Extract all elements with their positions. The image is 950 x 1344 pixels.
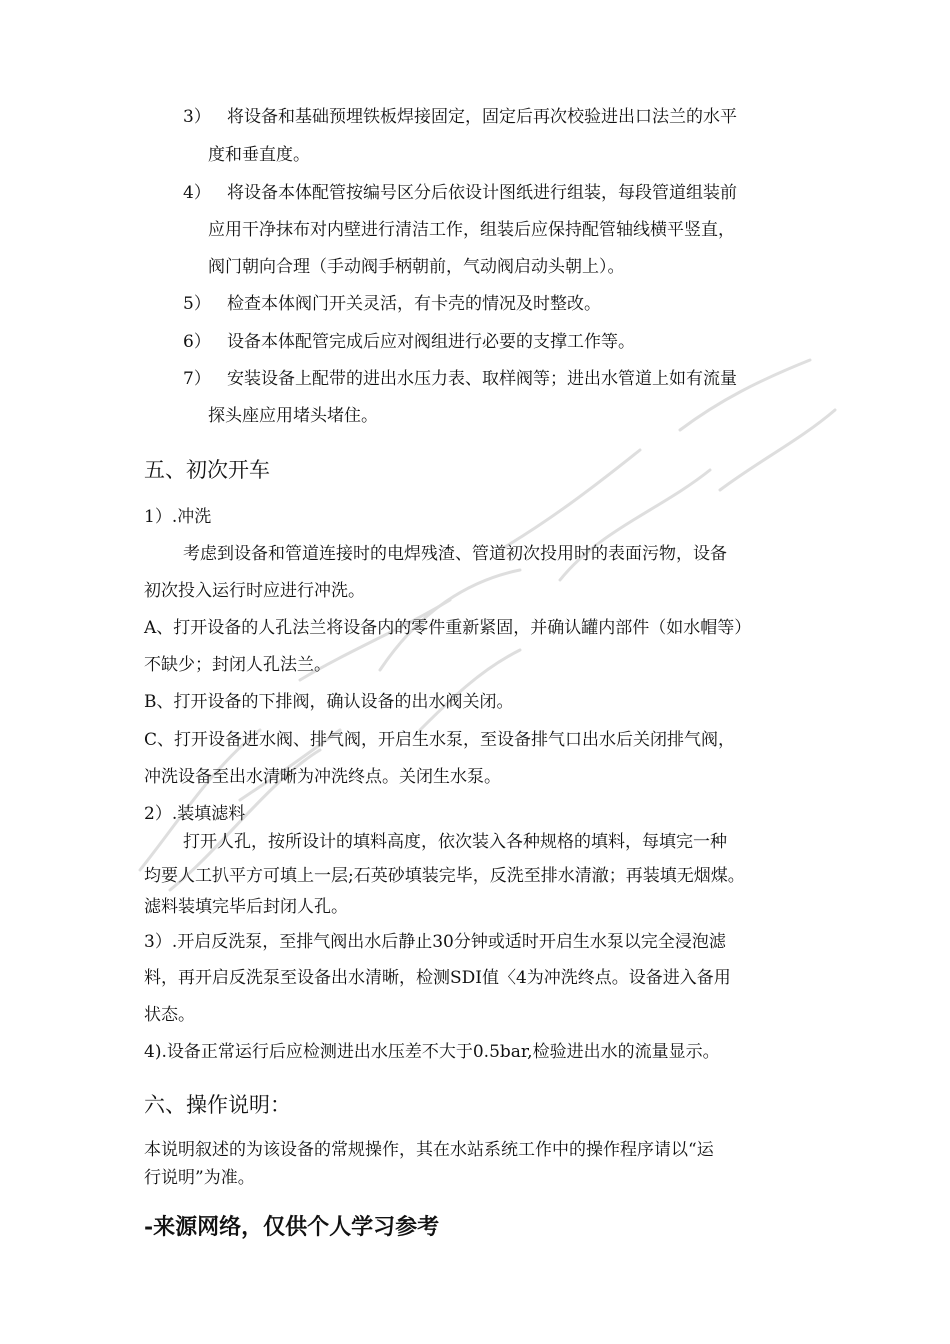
list-item-7-line-2: 探头座应用堵头堵住。 <box>208 406 378 426</box>
list-item-4-line-3: 阀门朝向合理（手动阀手柄朝前，气动阀启动头朝上）。 <box>208 257 625 277</box>
subheading-fill-media: 2）.装填滤料 <box>144 804 246 824</box>
step-a-line-1: A、打开设备的人孔法兰将设备内的零件重新紧固，并确认罐内部件（如水帽等） <box>144 618 752 638</box>
paragraph-fill-line-2: 均要人工扒平方可填上一层;石英砂填装完毕，反洗至排水清澈；再装填无烟煤。 <box>144 866 745 886</box>
list-item-4-line-2: 应用干净抹布对内壁进行清洁工作，组装后应保持配管轴线横平竖直， <box>208 220 735 240</box>
list-item-5 <box>183 293 601 315</box>
list-item-6 <box>183 331 635 353</box>
paragraph-operation-line-1: 本说明叙述的为该设备的常规操作，其在水站系统工作中的操作程序请以“运 <box>144 1140 714 1160</box>
section-heading-operation: 六、操作说明： <box>144 1093 291 1117</box>
list-number: 5） <box>183 294 211 314</box>
list-item-3-line-1 <box>183 106 737 128</box>
step-3-line-2: 料，再开启反洗泵至设备出水清晰，检测SDI值〈4为冲洗终点。设备进入备用 <box>144 968 731 988</box>
list-number: 7） <box>183 369 211 389</box>
paragraph-flush-line-1: 考虑到设备和管道连接时的电焊残渣、管道初次投用时的表面污物，设备 <box>183 544 727 564</box>
list-number: 4） <box>183 183 211 203</box>
step-c-line-1: C、打开设备进水阀、排气阀，开启生水泵，至设备排气口出水后关闭排气阀， <box>144 730 736 750</box>
step-b: B、打开设备的下排阀，确认设备的出水阀关闭。 <box>144 692 514 712</box>
list-item-7-line-1 <box>183 368 737 390</box>
list-text: 安装设备上配带的进出水压力表、取样阀等；进出水管道上如有流量 <box>227 369 737 389</box>
list-text: 检查本体阀门开关灵活，有卡壳的情况及时整改。 <box>227 294 601 314</box>
step-3-line-1: 3）.开启反洗泵，至排气阀出水后静止30分钟或适时开启生水泵以完全浸泡滤 <box>144 932 726 952</box>
list-item-3-line-2: 度和垂直度。 <box>208 145 310 165</box>
paragraph-fill-line-3: 滤料装填完毕后封闭人孔。 <box>144 897 348 917</box>
section-heading-initial-startup: 五、初次开车 <box>144 458 270 482</box>
step-c-line-2: 冲洗设备至出水清晰为冲洗终点。关闭生水泵。 <box>144 767 501 787</box>
list-item-4-line-1 <box>183 182 737 204</box>
list-text: 设备本体配管完成后应对阀组进行必要的支撑工作等。 <box>227 332 635 352</box>
source-note: -来源网络，仅供个人学习参考 <box>144 1214 440 1240</box>
list-text: 将设备本体配管按编号区分后依设计图纸进行组装，每段管道组装前 <box>227 183 737 203</box>
list-number: 3） <box>183 107 211 127</box>
list-text: 将设备和基础预埋铁板焊接固定，固定后再次校验进出口法兰的水平 <box>227 107 737 127</box>
subheading-flush: 1）.冲洗 <box>144 507 212 527</box>
list-number: 6） <box>183 332 211 352</box>
step-a-line-2: 不缺少；封闭人孔法兰。 <box>144 655 331 675</box>
paragraph-operation-line-2: 行说明”为准。 <box>144 1168 255 1188</box>
paragraph-flush-line-2: 初次投入运行时应进行冲洗。 <box>144 581 365 601</box>
step-4: 4).设备正常运行后应检测进出水压差不大于0.5bar,检验进出水的流量显示。 <box>144 1042 720 1062</box>
step-3-line-3: 状态。 <box>144 1005 195 1025</box>
paragraph-fill-line-1: 打开人孔，按所设计的填料高度，依次装入各种规格的填料，每填完一种 <box>183 832 727 852</box>
